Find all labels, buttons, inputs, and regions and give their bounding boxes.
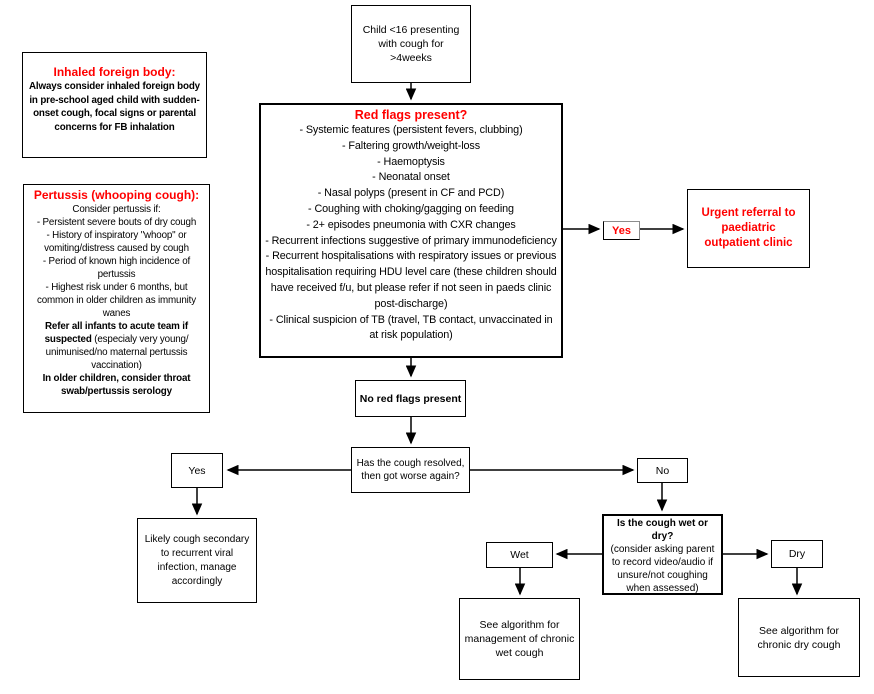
pertussis-item: - Highest risk under 6 months, but common in older children as immunity wanes <box>36 282 197 319</box>
see-dry-algorithm-box <box>738 598 860 677</box>
pertussis-item: - Persistent severe bouts of dry cough <box>36 217 197 228</box>
red-flag-item: - Recurrent infections suggestive of primary immunodeficiency <box>265 234 557 247</box>
red-flag-item: - Neonatal onset <box>372 171 450 184</box>
wet-label <box>486 542 553 568</box>
pertussis-box <box>23 184 210 413</box>
likely-viral-box <box>137 518 257 603</box>
pertussis-older-note: In older children, consider throat swab/pertussis serology <box>42 373 191 397</box>
red-flags-box <box>259 103 563 358</box>
wet-or-dry-title: Is the cough wet or dry? <box>616 518 709 542</box>
pertussis-title: Pertussis (whooping cough): <box>33 188 200 202</box>
pertussis-refer-bold: Refer all infants to acute team if suspected <box>44 321 188 345</box>
start-node-text: Child <16 presenting with cough for >4weeks <box>362 24 460 64</box>
see-wet-algorithm-box <box>459 598 580 680</box>
red-flag-item: - Nasal polyps (present in CF and PCD) <box>317 187 505 200</box>
pertussis-item: - History of inspiratory "whoop" or vomiting/distress caused by cough <box>44 230 189 254</box>
wet-or-dry-note: (consider asking parent to record video/audio if unsure/not coughing when assessed) <box>610 544 715 594</box>
urgent-referral-box <box>687 189 810 268</box>
red-flag-item: - Clinical suspicion of TB (travel, TB contact, unvaccinated in at risk population) <box>269 313 553 342</box>
see-wet-algorithm-text: See algorithm for management of chronic wet cough <box>464 619 575 659</box>
pertussis-intro: Consider pertussis if: <box>72 204 161 215</box>
yes-red-flags-label <box>603 221 640 240</box>
dry-text: Dry <box>788 548 806 560</box>
cough-resolved-question-text: Has the cough resolved, then got worse again? <box>356 457 465 482</box>
yes-red-flags-text: Yes <box>612 224 631 237</box>
inhaled-foreign-body-text: Always consider inhaled foreign body in pre-school aged child with sudden-onset cough, focal signs or parental concerns for FB inhalation <box>29 81 200 133</box>
dry-label <box>771 540 823 568</box>
red-flag-item: - Faltering growth/weight-loss <box>341 139 480 152</box>
urgent-referral-text: Urgent referral to paediatric outpatient clinic <box>701 207 796 249</box>
no-resolved-label <box>637 458 688 483</box>
start-node <box>351 5 471 83</box>
red-flag-item: - 2+ episodes pneumonia with CXR changes <box>306 218 516 231</box>
no-red-flags-box <box>355 380 466 417</box>
pertussis-item: - Period of known high incidence of pertussis <box>42 256 191 280</box>
wet-or-dry-question-box <box>602 514 723 595</box>
see-dry-algorithm-text: See algorithm for chronic dry cough <box>757 624 841 651</box>
red-flag-item: - Recurrent hospitalisations with respiratory issues or previous hospitalisation requiring HDU level care (these children should have received f/u, but please refer if not seen in paeds clinic post-discharge) <box>265 250 557 310</box>
no-red-flags-text: No red flags present <box>359 392 462 405</box>
yes-resolved-label <box>171 453 223 488</box>
red-flags-title: Red flags present? <box>354 108 468 122</box>
likely-viral-text: Likely cough secondary to recurrent viral infection, manage accordingly <box>144 533 250 587</box>
wet-text: Wet <box>510 549 529 561</box>
red-flag-item: - Haemoptysis <box>377 155 445 168</box>
inhaled-foreign-body-title: Inhaled foreign body: <box>53 65 176 79</box>
red-flag-item: - Coughing with choking/gagging on feeding <box>308 202 514 215</box>
inhaled-foreign-body-box <box>22 52 207 158</box>
cough-resolved-question-box <box>351 447 470 493</box>
pertussis-refer-normal: (especialy very young/ unimunised/no maternal pertussis vaccination) <box>45 334 189 371</box>
pertussis-refer-note <box>27 320 206 372</box>
yes-resolved-text: Yes <box>188 464 206 477</box>
no-resolved-text: No <box>655 464 670 477</box>
red-flag-item: - Systemic features (persistent fevers, clubbing) <box>299 124 523 136</box>
